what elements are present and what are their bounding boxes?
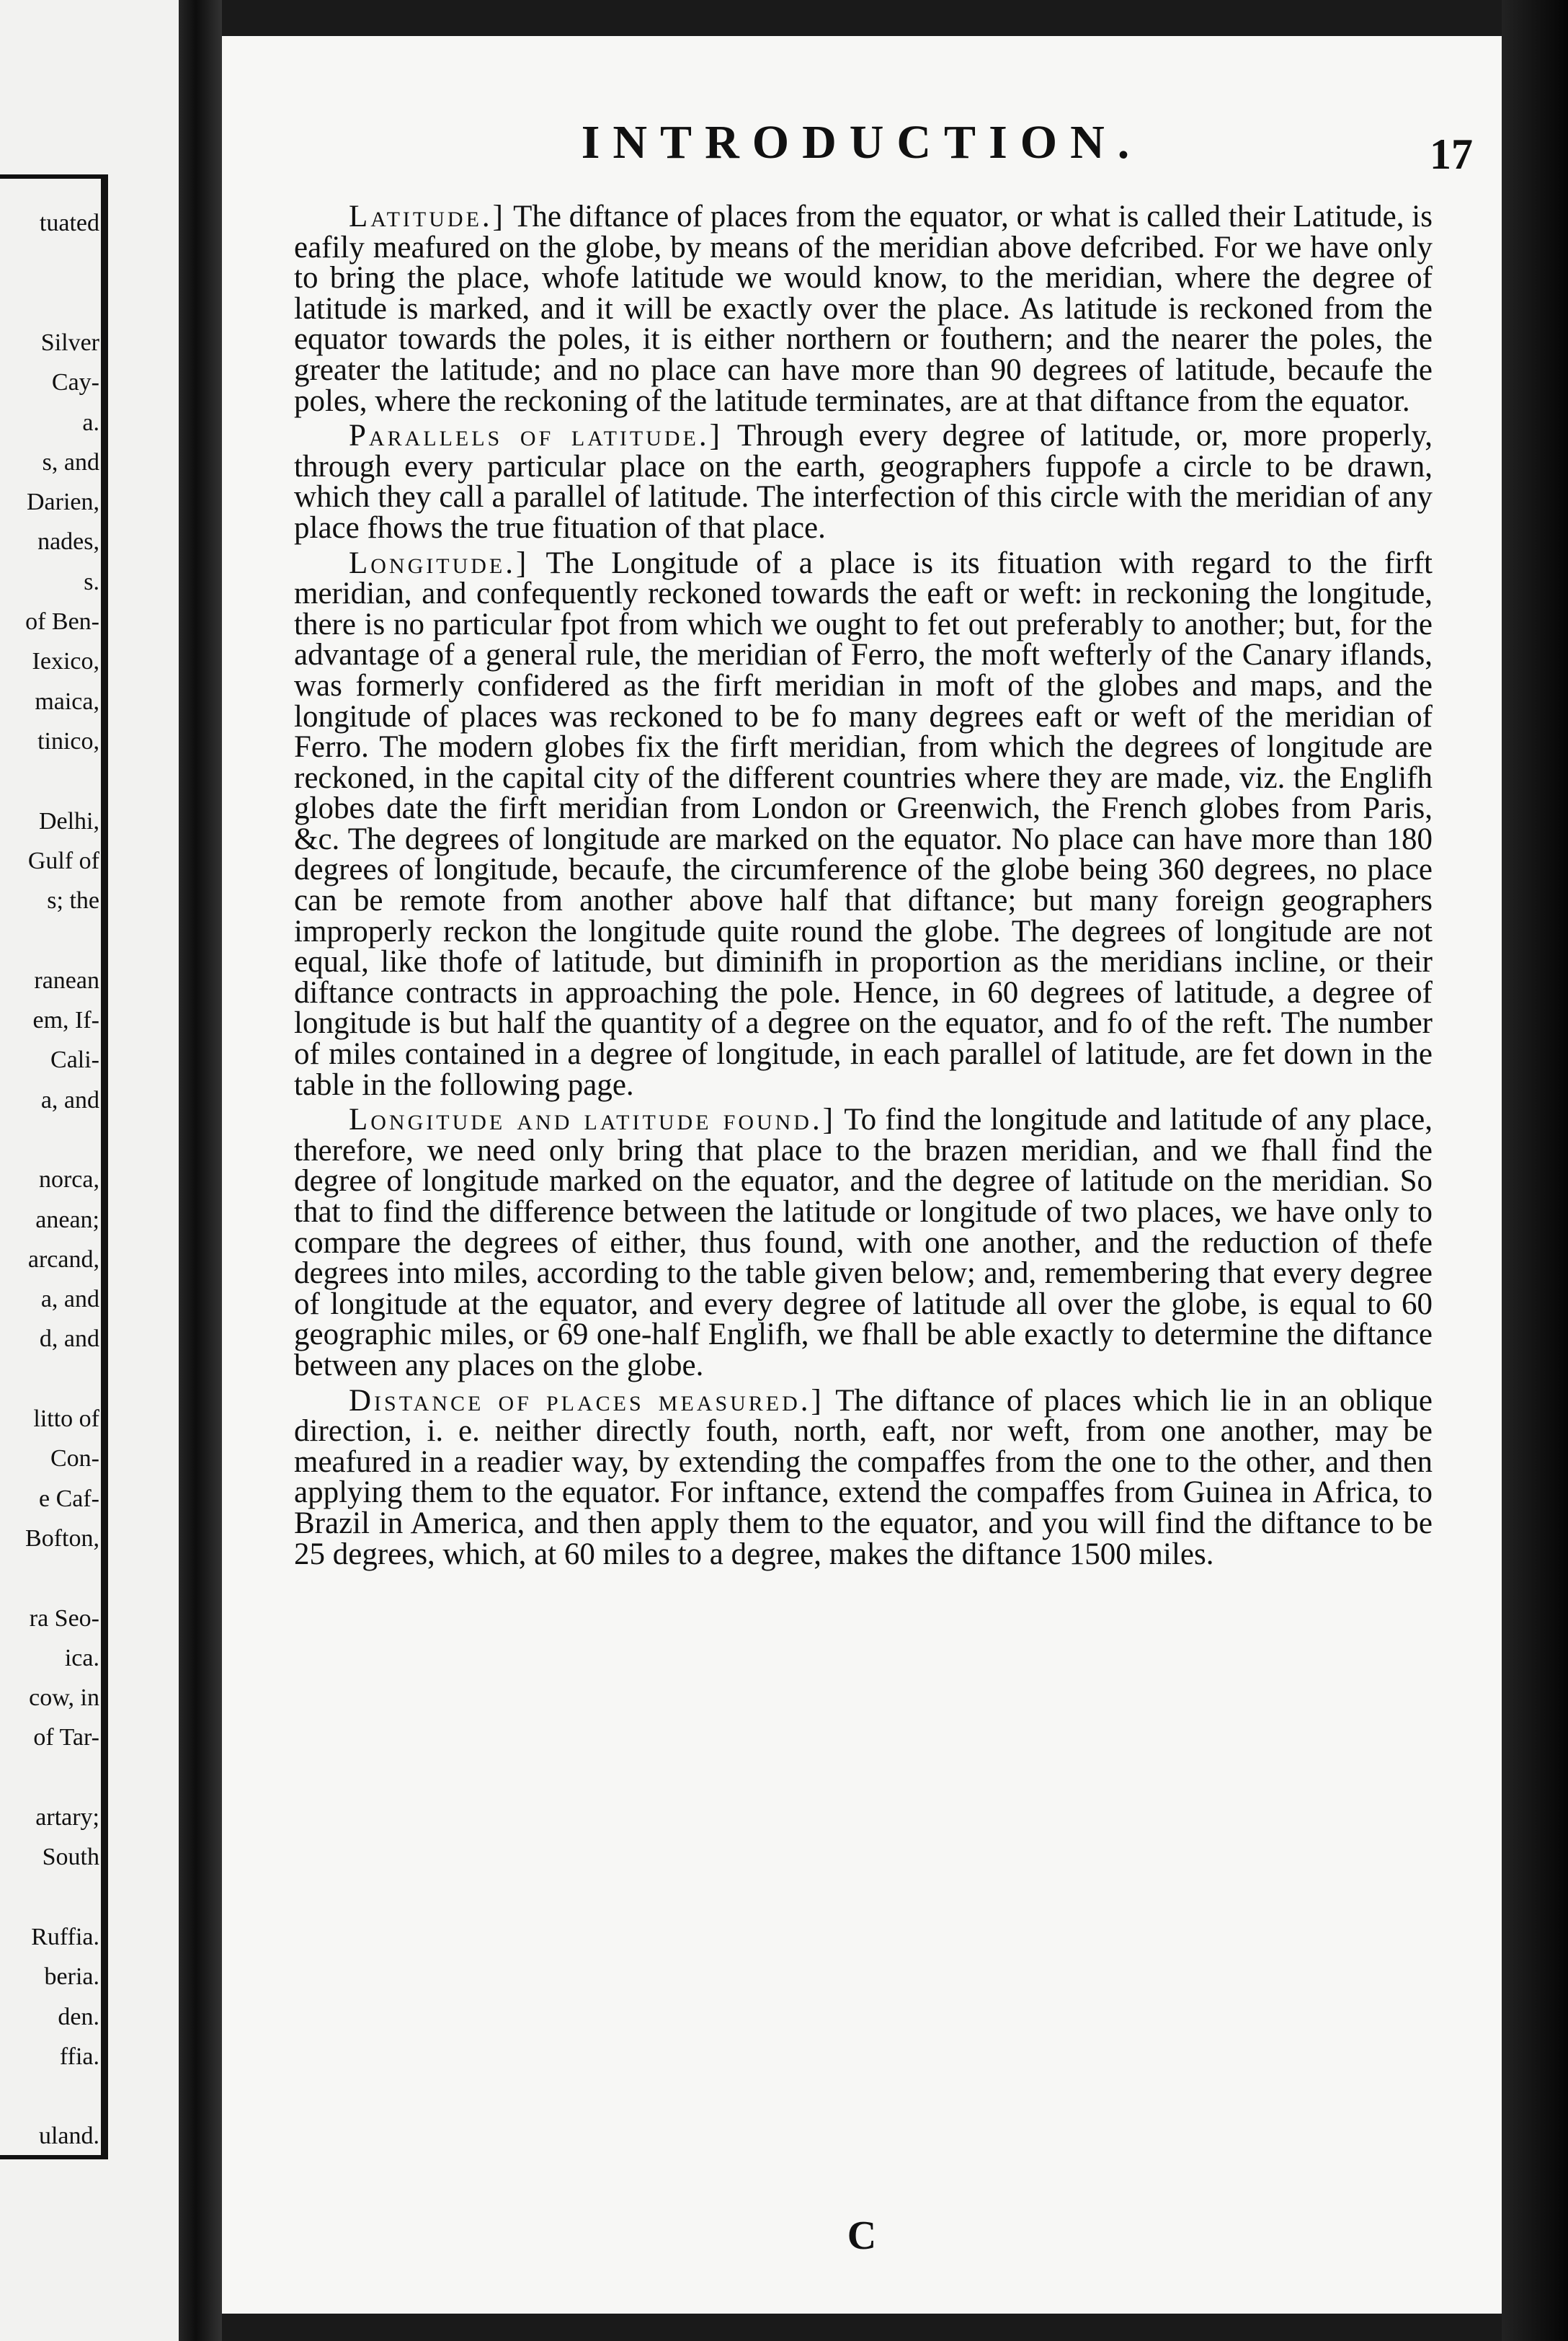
facing-page-fragment: Iexico, — [32, 648, 99, 675]
facing-page-fragment: s, and — [42, 448, 99, 476]
paragraph-heading: Longitude and latitude found.] — [349, 1103, 837, 1137]
page-number: 17 — [1430, 130, 1473, 178]
facing-page-fragment: tuated — [39, 210, 99, 236]
facing-page-fragment: beria. — [44, 1963, 99, 1991]
paragraph-heading: Distance of places measured.] — [349, 1383, 824, 1418]
paragraph-parallels — [294, 421, 1433, 543]
facing-page-fragment: ranean — [34, 967, 99, 994]
paragraph-body: The diftance of places from the equator, or what is called their Latitude, is eafily meafured on the globe, by means of the meridian above defcribed. For we have only to bring the place, whofe latitude we would know, to the meridian, where the degree of latitude is marked, and it will be exactly over the place. As latitude is reckoned from the equator towards the poles, it is either northern or fouthern; and the nearer the poles, the greater the latitude; and no place can have more than 90 degrees of latitude, becaufe the poles, where the reckoning of the latitude terminates, are at that diftance from the equator. — [294, 200, 1433, 418]
facing-page-strip — [0, 0, 179, 2341]
paragraph-body: To find the longitude and latitude of any place, therefore, we need only bring that place to the brazen meridian, and we fhall find the degree of longitude marked on the equator, and the degree of latitude on the meridian. So that to find the difference between the latitude or longitude of two places, we have only to compare the degrees of either, thus found, with one another, and the reduction of thefe degrees into miles, according to the table given below; and, remembering that every degree of longitude at the equator, and every degree of latitude all over the globe, is equal to 60 geographic miles, or 69 one-half Englifh, we fhall be able exactly to determine the diftance between any places on the globe. — [294, 1103, 1433, 1382]
facing-page-fragment: Silver — [40, 329, 99, 356]
facing-page-fragment: of Tar- — [33, 1724, 99, 1751]
paragraph-body: Through every degree of latitude, or, more properly, through every particular place on the earth, geographers fuppofe a circle to be drawn, which they call a parallel of latitude. The interfection of this circle with the meridian of any place fhows the true fituation of that place. — [294, 419, 1433, 545]
facing-page-fragment: a, and — [40, 1086, 99, 1114]
facing-page-fragment: artary; — [35, 1804, 99, 1831]
facing-page-fragment: Delhi, — [38, 807, 99, 835]
paragraph-longitude-latitude-found — [294, 1105, 1433, 1381]
facing-page-fragment: Con- — [50, 1445, 99, 1472]
facing-page-fragment: arcand, — [27, 1245, 99, 1273]
facing-page-fragment: uland. — [38, 2123, 99, 2150]
facing-page-fragment: Darien, — [26, 489, 99, 516]
facing-page-fragment: Cali- — [50, 1047, 99, 1074]
paragraph-heading: Latitude.] — [349, 200, 506, 234]
facing-page-fragment: tinico, — [37, 727, 99, 755]
facing-page-fragment: s; the — [47, 887, 99, 915]
facing-page-fragment: ffia. — [59, 2043, 99, 2070]
paragraph-body: The diftance of places which lie in an oblique direction, i. e. neither directly fouth, north, eaft, nor weft, from one another, may be meafured in a readier way, by extending the compaffes from the one to the other, and then applying them to the equator. For inftance, extend the compaffes from Guinea in Africa, to Brazil in America, and then apply them to the equator, and you will find the diftance to be 25 degrees, which, at 60 miles to a degree, makes the diftance 1500 miles. — [294, 1383, 1433, 1571]
book-gutter — [179, 0, 222, 2341]
facing-page-fragment: Bofton, — [25, 1524, 99, 1552]
facing-page-fragment: den. — [58, 2003, 99, 2030]
paragraph-latitude — [294, 202, 1433, 417]
paragraph-body: The Longitude of a place is its fituation with regard to the firft meridian, and confequently reckoned towards the eaft or weft: in reckoning the longitude, there is no particular fpot from which we ought to fet out preferably to another; but, for the advantage of a general rule, the meridian of Ferro, the moft wefterly of the Canary iflands, was formerly confidered as the firft meridian in moft of the globes and maps, and the longitude of places was reckoned to be fo many degrees eaft or weft of the meridian of Ferro. The modern globes fix the firft meridian, from which the degrees of longitude are reckoned, in the capital city of the different countries where they are made, viz. the Englifh globes date the firft meridian from London or Greenwich, the French globes from Paris, &c. The degrees of longitude are marked on the equator. No place can have more than 180 degrees of longitude, becaufe, the circumference of the globe being 360 degrees, no place can be remote from another above half that diftance; but many foreign geographers improperly reckon the longitude quite round the globe. The degrees of longitude are not equal, like thofe of latitude, but diminifh in proportion as the meridians incline, or their diftance contracts in approaching the pole. Hence, in 60 degrees of latitude, a degree of longitude is but half the quantity of a degree on the equator, and fo of the reft. The number of miles contained in a degree of longitude, in each parallel of latitude, are fet down in the table in the following page. — [294, 546, 1433, 1102]
page-edge-shadow — [1502, 0, 1568, 2341]
facing-page-fragment: a, and — [40, 1286, 99, 1313]
paragraph-distance-measured — [294, 1383, 1433, 1571]
facing-page-fragment: e Caf- — [38, 1485, 99, 1512]
paragraph-heading: Longitude.] — [349, 546, 530, 580]
facing-page-fragment: s. — [84, 568, 99, 595]
facing-page-fragment: norca, — [38, 1166, 99, 1194]
facing-page-fragment: ica. — [64, 1644, 99, 1671]
facing-page-fragment: anean; — [35, 1206, 99, 1233]
paragraph-longitude — [294, 548, 1433, 1101]
running-title: INTRODUCTION. — [581, 116, 1143, 169]
facing-page-fragment: a. — [82, 409, 99, 436]
facing-page-fragment: em, If- — [32, 1007, 99, 1034]
facing-page-fragment: d, and — [39, 1325, 99, 1353]
facing-page-fragment: South — [42, 1844, 99, 1871]
facing-page-fragment: ra Seo- — [29, 1604, 99, 1632]
facing-page-fragment: cow, in — [29, 1684, 99, 1712]
body-text — [294, 202, 1433, 1570]
facing-page-fragment: of Ben- — [25, 608, 99, 635]
facing-page-fragment: nades, — [37, 528, 99, 556]
facing-page-fragment: maica, — [35, 688, 99, 715]
paragraph-heading: Parallels of latitude.] — [349, 419, 723, 453]
facing-page-fragment: litto of — [33, 1405, 99, 1432]
facing-page-fragment: Ruffia. — [31, 1923, 99, 1950]
facing-page-fragment: Cay- — [51, 369, 99, 396]
book-page — [222, 36, 1502, 2314]
signature-mark: C — [847, 2213, 877, 2258]
facing-page-fragment: Gulf of — [27, 847, 99, 874]
